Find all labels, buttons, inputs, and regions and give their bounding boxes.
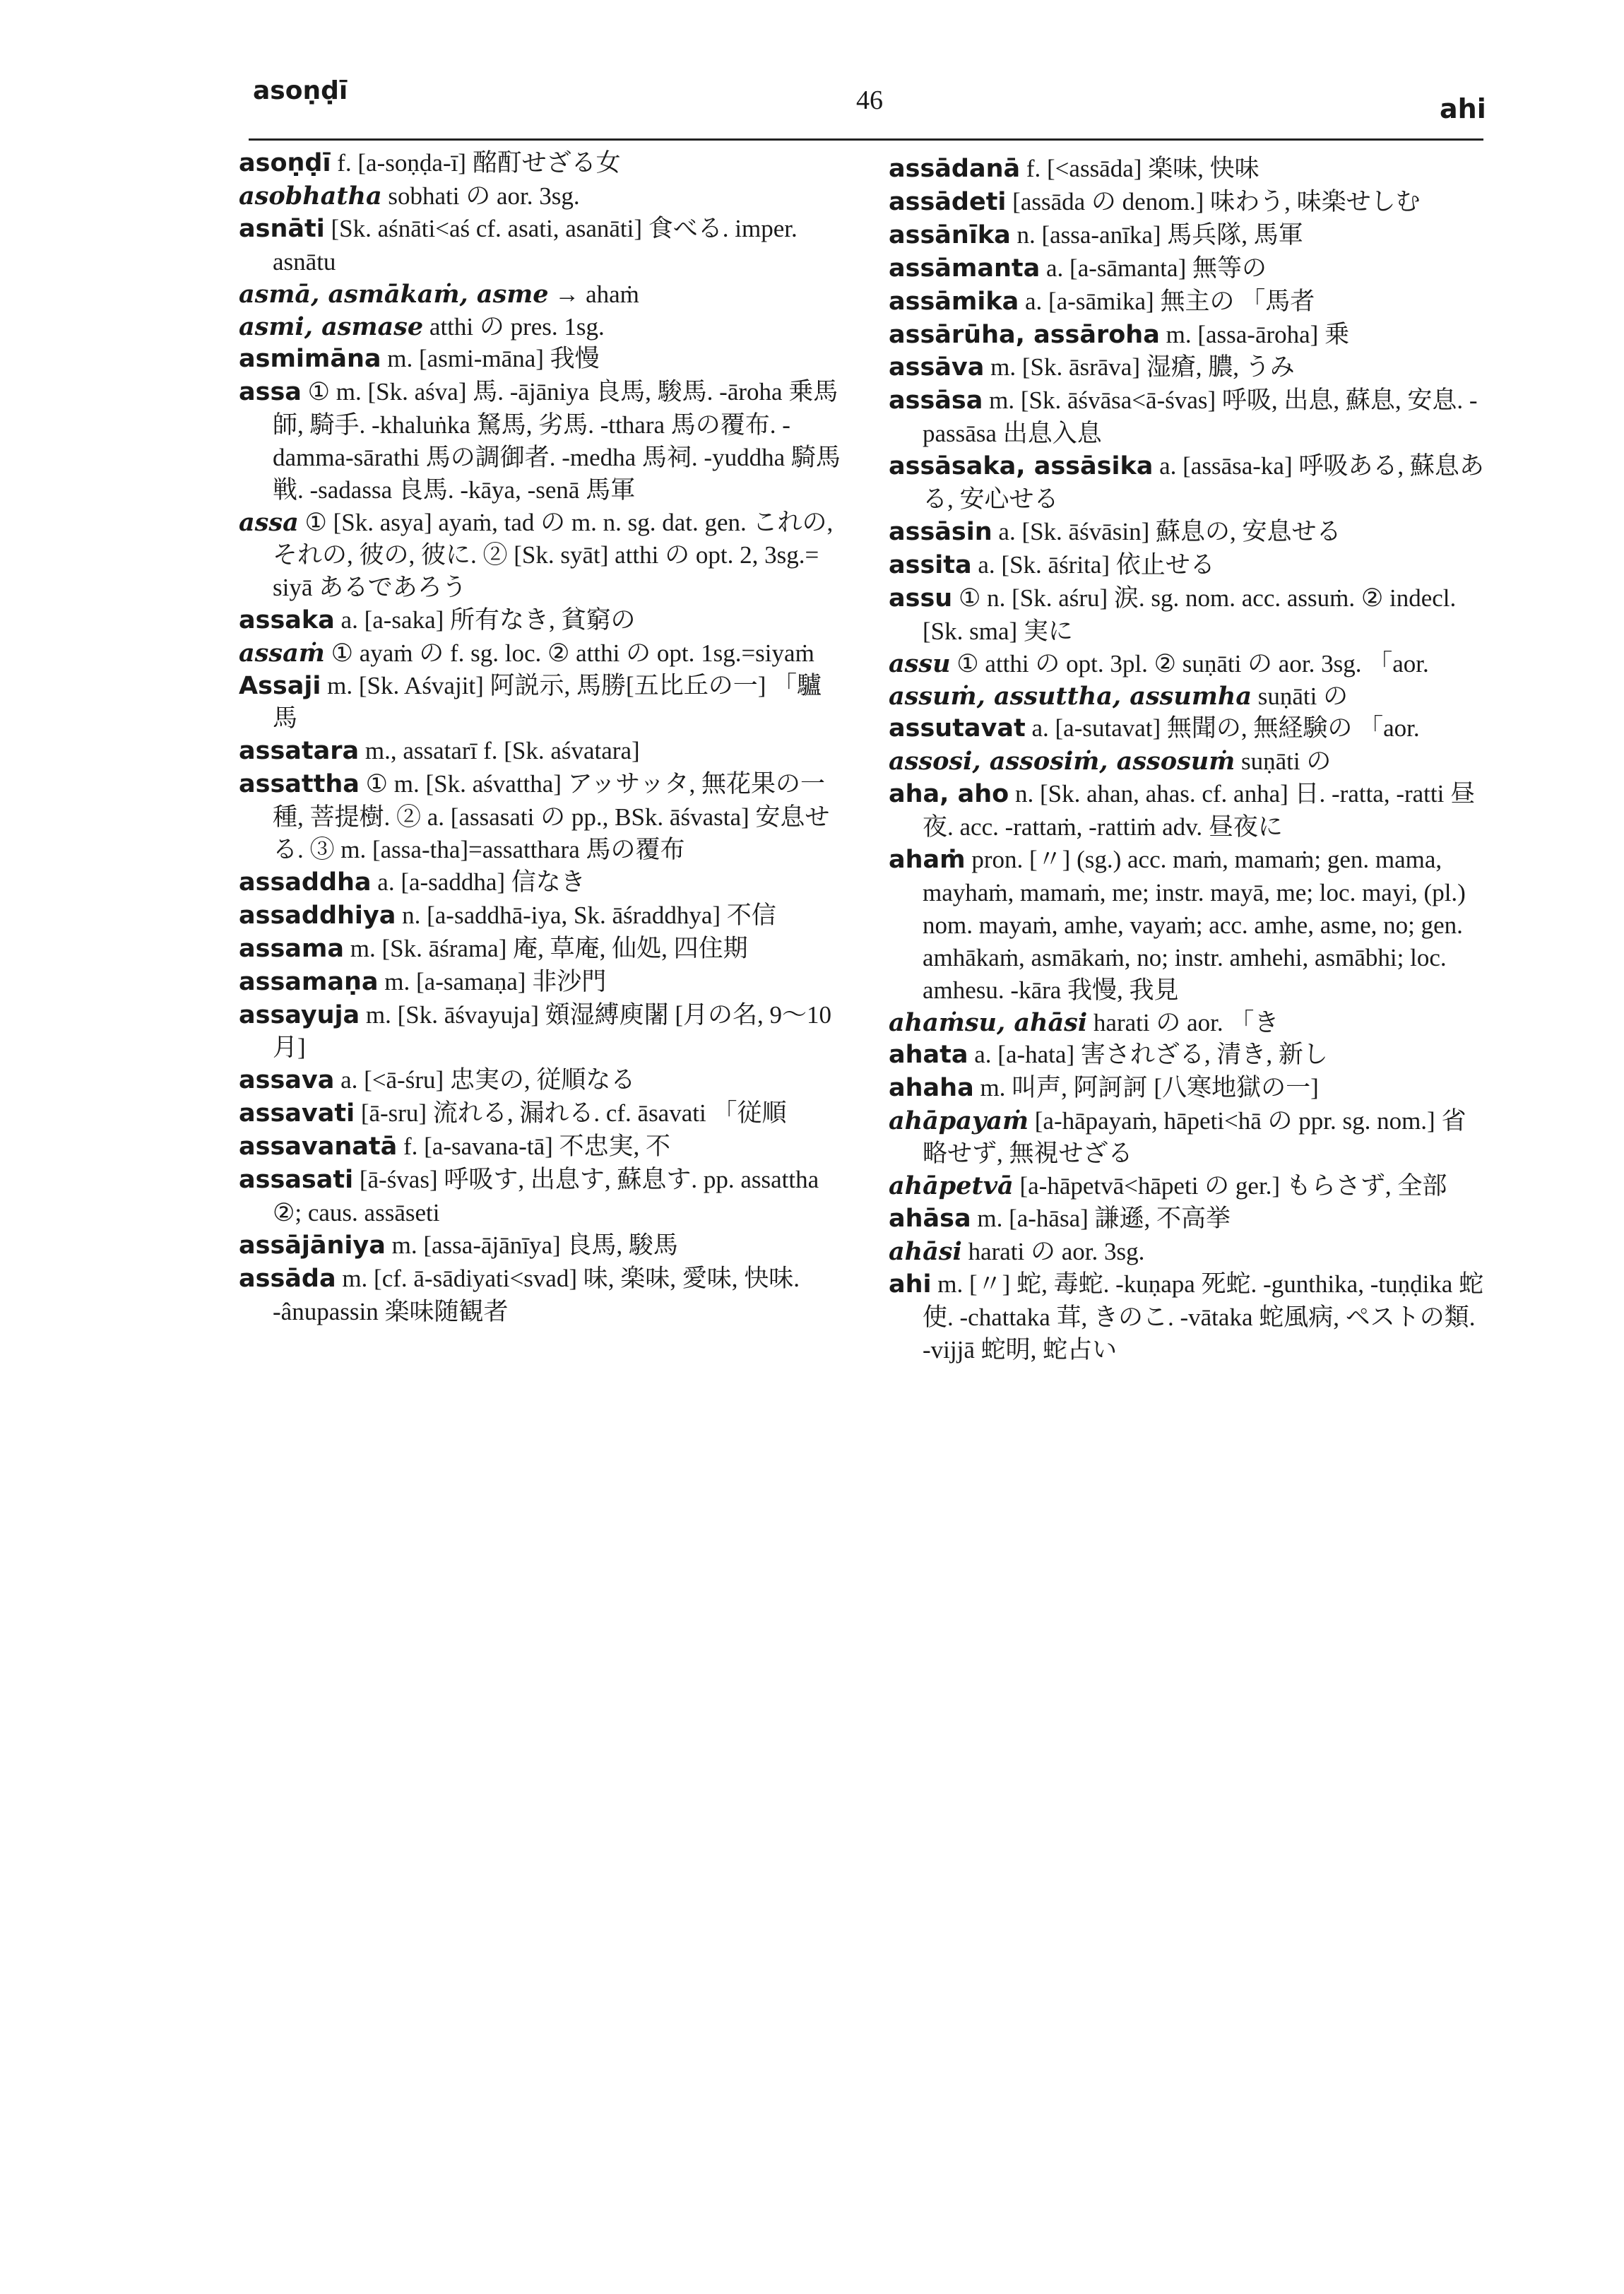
entry-headword: assasati <box>239 1166 354 1195</box>
entry-definition: [a-hāpetvā<hāpeti の ger.] もらさず, 全部 <box>1013 1172 1447 1200</box>
dictionary-entry <box>239 376 846 507</box>
entry-headword: assaka <box>239 605 335 634</box>
entry-headword: assuṁ, assuttha, assumha <box>889 681 1252 711</box>
dictionary-entry <box>889 712 1489 745</box>
entry-headword: assamaṇa <box>239 967 379 996</box>
dictionary-entry <box>239 604 846 637</box>
entry-headword: assājāniya <box>239 1231 386 1260</box>
entry-headword: asnāti <box>239 214 325 243</box>
entry-headword: assāda <box>239 1264 336 1293</box>
entry-headword: assava <box>239 1066 335 1095</box>
entry-definition: ① m. [Sk. aśvattha] アッサッタ, 無花果の一種, 菩提樹. ② a. [assasati の pp., BSk. āśvasta] 安息せる. ③ m. [assa-tha]=assatthara 馬の覆布 <box>273 770 830 864</box>
entry-headword: assita <box>889 550 972 579</box>
entry-definition: m. [Sk. āśvāsa<ā-śvas] 呼吸, 出息, 蘇息, 安息. -passāsa 出息入息 <box>923 386 1478 448</box>
entry-definition: a. [assāsa-ka] 呼吸ある, 蘇息ある, 安心せる <box>923 452 1484 514</box>
dictionary-entry <box>889 219 1489 252</box>
entry-headword: assu <box>889 584 953 613</box>
entry-definition: a. [a-sāmika] 無主の 「馬者 <box>1019 287 1315 315</box>
entry-definition: m. [cf. ā-sādiyati<svad] 味, 楽味, 愛味, 快味. -ânupassin 楽味随観者 <box>273 1264 800 1325</box>
entry-definition: pron. [〃] (sg.) acc. maṁ, mamaṁ; gen. mama, mayhaṁ, mamaṁ, me; instr. mayā, me; loc. mayi, (pl.) nom. mayaṁ, amhe, vayaṁ; acc. amhe, asme, no; gen. amhākaṁ, asmākaṁ, no; instr. amhehi, asmābhi; loc. amhesu. -kāra 我慢, 我見 <box>923 846 1466 1004</box>
entry-headword: assa <box>239 378 302 407</box>
right-column <box>889 153 1489 1366</box>
entry-definition: m. [a-samaṇa] 非沙門 <box>378 967 607 995</box>
entry-headword: ahaha <box>889 1074 974 1103</box>
entry-headword: assāsin <box>889 517 992 546</box>
entry-headword: assārūha, assāroha <box>889 320 1160 349</box>
entry-headword: ahāsi <box>889 1236 962 1266</box>
entry-definition: f. [<assāda] 楽味, 快味 <box>1020 155 1260 182</box>
entry-headword: assavanatā <box>239 1133 398 1161</box>
entry-headword: asmi, asmase <box>239 312 424 341</box>
dictionary-entry <box>889 285 1489 319</box>
dictionary-entry <box>889 1039 1489 1072</box>
dictionary-entry <box>889 680 1489 713</box>
entry-headword: aha, aho <box>889 780 1009 809</box>
dictionary-entry <box>239 735 846 768</box>
dictionary-entry <box>239 1097 846 1130</box>
dictionary-entry <box>889 252 1489 285</box>
entry-definition: n. [Sk. ahan, ahas. cf. anha] 日. -ratta, -ratti 昼夜. acc. -rattaṁ, -rattiṁ adv. 昼夜に <box>923 780 1476 841</box>
entry-definition: [assāda の denom.] 味わう, 味楽せしむ <box>1006 187 1421 215</box>
entry-definition: n. [a-saddhā-iya, Sk. āśraddhya] 不信 <box>396 901 776 929</box>
running-head-right: ahi <box>1440 93 1486 124</box>
dictionary-entry <box>239 278 846 311</box>
dictionary-entry <box>239 180 846 213</box>
entry-headword: assādeti <box>889 187 1007 216</box>
entry-headword: assama <box>239 934 344 963</box>
entry-definition: n. [assa-anīka] 馬兵隊, 馬軍 <box>1010 220 1303 249</box>
dictionary-entry <box>889 384 1489 450</box>
entry-headword: assāva <box>889 353 985 382</box>
dictionary-entry <box>239 1229 846 1263</box>
entry-definition: a. [a-sutavat] 無聞の, 無経験の 「aor. <box>1025 714 1420 743</box>
entry-definition: a. [Sk. āśrita] 依止せる <box>971 550 1215 579</box>
dictionary-entry <box>239 1263 846 1328</box>
dictionary-entry <box>889 549 1489 582</box>
entry-definition: a. [a-saka] 所有なき, 貧窮の <box>334 605 636 634</box>
entry-headword: assaddhiya <box>239 901 396 930</box>
entry-headword: assāsa <box>889 386 983 415</box>
entry-headword: asoṇḍī <box>239 149 331 177</box>
dictionary-entry <box>889 745 1489 778</box>
entry-definition: a. [<ā-śru] 忠実の, 従順なる <box>334 1066 636 1094</box>
dictionary-entry <box>239 899 846 933</box>
dictionary-entry <box>239 1130 846 1164</box>
entry-headword: ahata <box>889 1041 968 1070</box>
entry-headword: assayuja <box>239 1000 360 1029</box>
dictionary-entry <box>889 351 1489 384</box>
entry-definition: m. [a-hāsa] 謙遜, 不高挙 <box>971 1205 1231 1232</box>
entry-definition: m. [〃] 蛇, 毒蛇. -kuṇapa 死蛇. -gunthika, -tuṇḍika 蛇使. -chattaka 茸, きのこ. -vātaka 蛇風病, ペストの類. -vijjā 蛇明, 蛇占い <box>923 1270 1484 1364</box>
entry-definition: a. [a-sāmanta] 無等の <box>1040 254 1267 282</box>
entry-definition: f. [a-soṇḍa-ī] 酩酊せざる女 <box>331 149 621 177</box>
dictionary-entry <box>239 1064 846 1097</box>
entry-definition: [ā-sru] 流れる, 漏れる. cf. āsavati 「従順 <box>355 1099 787 1128</box>
dictionary-entry <box>889 1105 1489 1170</box>
dictionary-entry <box>239 213 846 278</box>
dictionary-entry <box>889 186 1489 219</box>
entry-definition: ① m. [Sk. aśva] 馬. -ājāniya 良馬, 駿馬. -āroha 乗馬師, 騎手. -khaluṅka 駑馬, 劣馬. -tthara 馬の覆布. -damma-sārathi 馬の調御者. -medha 馬祠. -yuddha 騎馬戦. -sadassa 良馬. -kāya, -senā 馬軍 <box>273 378 841 504</box>
entry-definition: m. [assa-ājānīya] 良馬, 駿馬 <box>385 1231 678 1259</box>
entry-headword: ahaṁ <box>889 846 966 875</box>
dictionary-entry <box>889 516 1489 549</box>
entry-definition: a. [a-saddha] 信なき <box>371 868 586 896</box>
entry-definition: ① ayaṁ の f. sg. loc. ② atthi の opt. 1sg.=siyaṁ <box>324 639 814 667</box>
header-rule <box>249 138 1483 141</box>
entry-headword: assosi, assosiṁ, assosuṁ <box>889 747 1235 776</box>
dictionary-entry <box>889 319 1489 352</box>
entry-headword: assāmika <box>889 287 1019 316</box>
entry-definition: suṇāti の <box>1235 747 1332 776</box>
entry-headword: ahaṁsu, ahāsi <box>889 1007 1088 1037</box>
entry-headword: assa <box>239 507 299 537</box>
dictionary-entry <box>889 582 1489 648</box>
dictionary-entry <box>889 450 1489 516</box>
entry-headword: assānīka <box>889 220 1011 249</box>
entry-definition: a. [a-hata] 害されざる, 清き, 新し <box>968 1041 1328 1069</box>
entry-headword: assaṁ <box>239 638 325 668</box>
dictionary-entry <box>889 1170 1489 1202</box>
entry-definition: m. 叫声, 阿訶訶 [八寒地獄の一] <box>973 1074 1319 1102</box>
dictionary-entry <box>239 966 846 999</box>
entry-headword: ahi <box>889 1270 932 1299</box>
entry-definition: m. [Sk. āsrāva] 湿瘡, 膿, うみ <box>984 353 1295 382</box>
entry-headword: Assaji <box>239 671 321 700</box>
entry-headword: assavati <box>239 1099 355 1128</box>
entry-headword: assāsaka, assāsika <box>889 452 1154 481</box>
dictionary-entry <box>889 1202 1489 1236</box>
dictionary-entry <box>889 844 1489 1007</box>
entry-definition: sobhati の aor. 3sg. <box>381 182 580 210</box>
entry-definition: harati の aor. 3sg. <box>961 1237 1145 1265</box>
entry-headword: assattha <box>239 770 360 799</box>
entry-definition: suṇāti の <box>1252 682 1349 710</box>
dictionary-entry <box>239 999 846 1065</box>
dictionary-entry <box>889 1007 1489 1039</box>
entry-definition: m. [assa-āroha] 乗 <box>1159 320 1350 348</box>
dictionary-entry <box>239 670 846 735</box>
entry-headword: assatara <box>239 737 360 766</box>
entry-definition: [Sk. aśnāti<aś cf. asati, asanāti] 食べる. imper. asnātu <box>273 214 798 276</box>
dictionary-entry <box>239 147 846 180</box>
entry-definition: [ā-śvas] 呼吸す, 出息す, 蘇息す. pp. assattha ②; caus. assāseti <box>273 1166 819 1226</box>
entry-headword: asobhatha <box>239 181 382 211</box>
entry-headword: ahāpetvā <box>889 1171 1014 1201</box>
entry-definition: → ahaṁ <box>548 280 639 308</box>
entry-headword: assādanā <box>889 155 1021 183</box>
dictionary-entry <box>239 637 846 670</box>
dictionary-entry <box>239 933 846 966</box>
entry-headword: assu <box>889 649 951 678</box>
dictionary-entry <box>889 153 1489 186</box>
dictionary-entry <box>239 343 846 376</box>
running-head-left: asoṇḍī <box>253 76 348 105</box>
entry-headword: asmā, asmākaṁ, asme <box>239 279 549 309</box>
dictionary-entry <box>889 1072 1489 1105</box>
entry-definition: m. [Sk. Aśvajit] 阿説示, 馬勝[五比丘の一] 「驢馬 <box>273 671 822 733</box>
entry-headword: assutavat <box>889 714 1026 743</box>
entry-headword: ahāpayaṁ <box>889 1106 1029 1136</box>
dictionary-entry <box>239 507 846 604</box>
entry-definition: m. [Sk. āśrama] 庵, 草庵, 仙処, 四住期 <box>344 934 748 962</box>
dictionary-entry <box>239 311 846 343</box>
dictionary-entry <box>889 778 1489 844</box>
dictionary-entry <box>239 1164 846 1229</box>
dictionary-entry <box>889 1268 1489 1366</box>
entry-definition: atthi の pres. 1sg. <box>423 312 605 341</box>
entry-definition: harati の aor. 「き <box>1087 1008 1279 1036</box>
entry-definition: f. [a-savana-tā] 不忠実, 不 <box>397 1133 671 1161</box>
entry-definition: m. [asmi-māna] 我慢 <box>381 345 600 373</box>
entry-definition: [a-hāpayaṁ, hāpeti<hā の ppr. sg. nom.] 省略せず, 無視せざる <box>923 1107 1466 1168</box>
entry-definition: m., assatarī f. [Sk. aśvatara] <box>359 737 640 765</box>
entry-headword: asmimāna <box>239 345 381 374</box>
entry-definition: m. [Sk. āśvayuja] 頞湿縛庾闍 [月の名, 9～10 月] <box>273 1000 832 1062</box>
left-column <box>239 147 846 1328</box>
page-number: 46 <box>856 85 883 115</box>
entry-definition: a. [Sk. āśvāsin] 蘇息の, 安息せる <box>992 517 1341 545</box>
entry-headword: assāmanta <box>889 254 1041 283</box>
entry-headword: assaddha <box>239 868 372 897</box>
entry-definition: ① n. [Sk. aśru] 涙. sg. nom. acc. assuṁ. ② indecl. [Sk. sma] 実に <box>923 584 1457 645</box>
dictionary-entry <box>239 768 846 866</box>
entry-definition: ① [Sk. asya] ayaṁ, tad の m. n. sg. dat. gen. これの, それの, 彼の, 彼に. ② [Sk. syāt] atthi の opt. 2, 3sg.= siyā あるであろう <box>273 508 834 601</box>
dictionary-entry <box>889 1236 1489 1268</box>
dictionary-entry <box>239 866 846 899</box>
entry-definition: ① atthi の opt. 3pl. ② suṇāti の aor. 3sg. 「aor. <box>950 649 1429 678</box>
entry-headword: ahāsa <box>889 1205 971 1233</box>
dictionary-entry <box>889 648 1489 680</box>
